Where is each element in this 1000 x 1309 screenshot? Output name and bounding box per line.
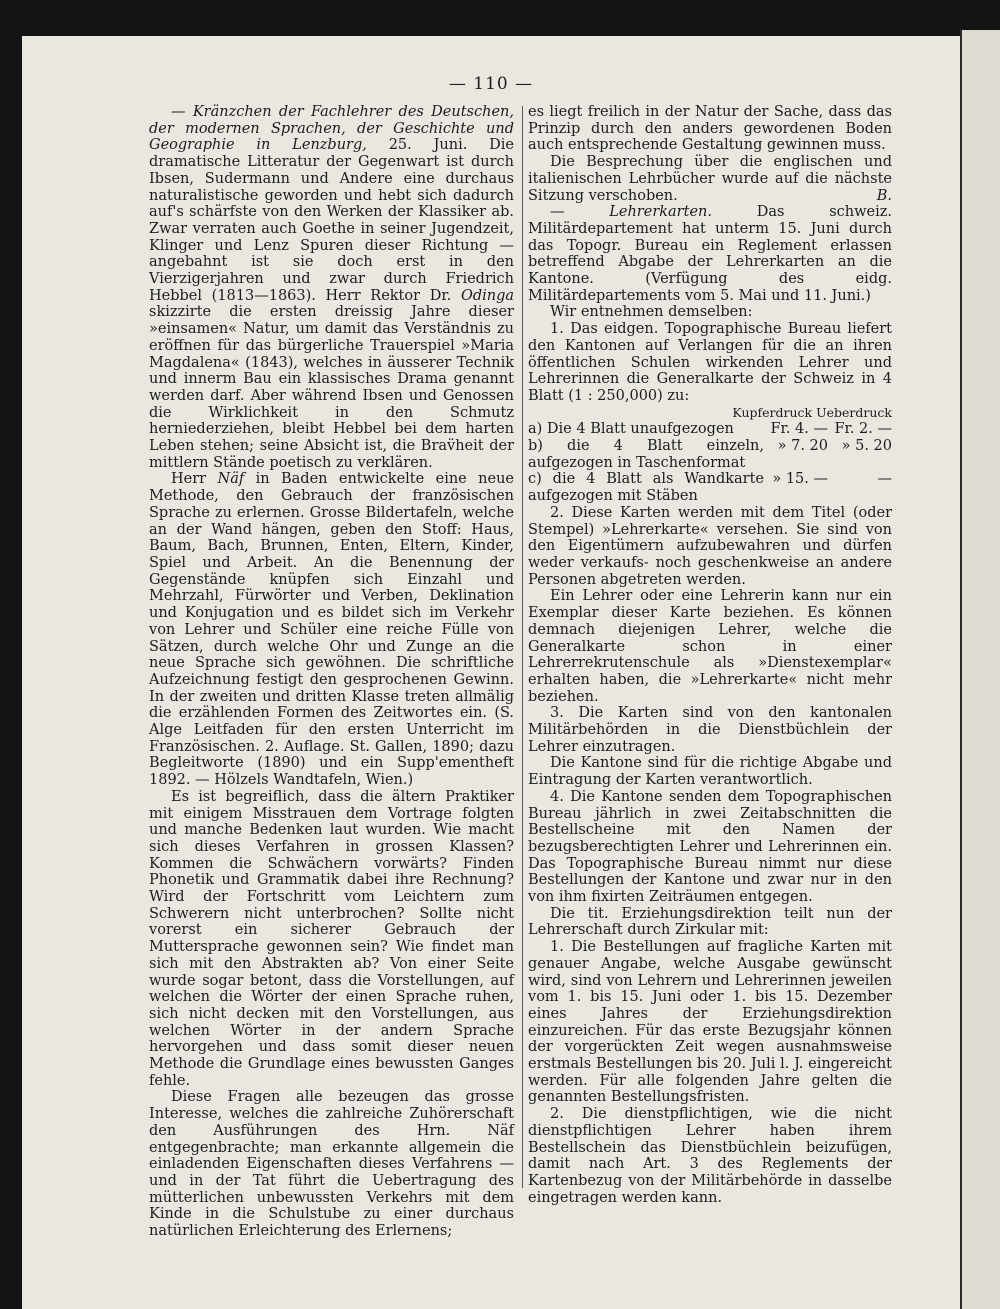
- document-page: [22, 36, 960, 1309]
- paragraph-bestellungen: 1. Die Bestellungen auf fragliche Karten mit genauer Angabe, welche Ausgabe gewünscht wird, sind von Lehrern und Lehrerinnen jeweilen vom 1. bis 15. Juni oder 1. bis 15. Dezember eines Jahres der Erziehungsdirektion einzureichen. Für das erste Bezugsjahr können der vorgerückten Zeit wegen ausnahmsweise erstmals Bestellungen bis 20. Juli l. J. eingereicht werden. Für alle folgenden Jahre gelten die genannten Bestellungsfristen.: [528, 939, 892, 1106]
- paragraph-entnehmen: Wir entnehmen demselben:: [550, 304, 753, 321]
- price-label: a) Die 4 Blatt unaufgezogen: [528, 421, 734, 438]
- price-kupferdruck: » 7. 20: [777, 438, 828, 455]
- price-table: [528, 421, 892, 505]
- price-ueberdruck: » 5. 20: [841, 438, 892, 455]
- price-kupferdruck: Fr. 4. —: [770, 421, 828, 438]
- adjacent-page-edge: [960, 30, 1000, 1309]
- price-row: [528, 471, 892, 504]
- paragraph-item-4: 4. Die Kantone senden dem Topographischen Bureau jährlich in zwei Zeitabschnitten die Bestellscheine mit den Namen der bezugsberechtigten Lehrer und Lehrerinnen ein. Das Topographische Bureau nimmt nur diese Bestellungen der Kantone und zwar nur in den von ihm fixirten Zeiträumen entgegen.: [528, 788, 892, 906]
- paragraph-lehrerkarten: — Lehrerkarten. Das schweiz. Militärdepartement hat unterm 15. Juni durch das Topogr. Bureau ein Reglement erlassen betreffend Abgabe der Lehrerkarten an die Kantone. (Verfügung des eidg. Militärdepartements vom 5. Mai und 11. Juni.): [528, 204, 892, 304]
- paragraph-item-1: 1. Das eidgen. Topographische Bureau liefert den Kantonen auf Verlangen für die an ihren öffentlichen Schulen wirkenden Lehrer und Lehrerinnen die Generalkarte der Schweiz in 4 Blatt (1 : 250,000) zu:: [528, 321, 892, 404]
- column-divider: [522, 106, 523, 1188]
- price-ueberdruck: Fr. 2. —: [834, 421, 892, 438]
- person-name: Odinga: [460, 287, 515, 304]
- paragraph-praktiker: Es ist begreiflich, dass die ältern Praktiker mit einigem Misstrauen dem Vortrage folgten und manche Bedenken laut wurden. Wie macht sich dieses Verfahren in grossen Klassen? Kommen die Schwächern vorwärts? Finden Phonetik und Grammatik dabei ihre Rechnung? Wird der Fortschritt vom Leichtern zum Schwerern nicht unterbrochen? Sollte nicht vorerst ein sicherer Gebrauch der Muttersprache gewonnen sein? Wie findet man sich mit den Abstrakten ab? Von einer Seite wurde sogar betont, dass die Vorstellungen, auf welchen die Wörter der einen Sprache ruhen, sich nicht decken mit den Vorstellungen, aus welchen Wörter in der andern Sprache hervorgehen und dass somit dieser neuen Methode die Grundlage eines bewussten Ganges fehle.: [149, 788, 514, 1089]
- left-column: [149, 104, 514, 1240]
- price-label: b) die 4 Blatt einzeln, aufgezogen in Taschenformat: [528, 438, 764, 471]
- signature: B.: [876, 187, 892, 204]
- paragraph-title: — Kränzchen der Fachlehrer des Deutschen, der modernen Sprachen, der Geschichte und Geographie in Lenzburg,: [149, 104, 514, 154]
- paragraph-zirkular: Die tit. Erziehungsdirektion teilt nun der Lehrerschaft durch Zirkular mit:: [528, 905, 892, 939]
- paragraph-fragen: Diese Fragen alle bezeugen das grosse Interesse, welches die zahlreiche Zuhörerschaft den Ausführungen des Hrn. Näf entgegenbrachte; man erkannte allgemein die einladenden Eigenschaften dieses Verfahrens — und in der Tat führt die Uebertragung des mütterlichen unbewussten Verkehrs mit dem Kinde in die Schulstube zu einer durchaus natürlichen Erleichterung des Erlernens;: [149, 1089, 514, 1240]
- paragraph-naef: Herr Näf in Baden entwickelte eine neue Methode, den Gebrauch der französischen Sprache zu erlernen. Grosse Bildertafeln, welche an der Wand hängen, geben den Stoff: Haus, Baum, Bach, Brunnen, Enten, Eltern, Kinder, Spiel und Arbeit. An die Benennung der Gegenstände knüpfen sich Einzahl und Mehrzahl, Fürwörter und Verben, Deklination und Konjugation und es bildet sich im Verkehr von Lehrer und Schüler eine reiche Fülle von Sätzen, durch welche Ohr und Zunge an die neue Sprache sich gewöhnen. Die schriftliche Aufzeichnung festigt den gesprochenen Gewinn. In der zweiten und dritten Klasse treten allmälig die erzählenden Formen des Zeitwortes ein. (S. Alge Leitfaden für den ersten Unterricht im Französischen. 2. Auflage. St. Gallen, 1890; dazu Begleitworte (1890) und ein Supp'ementheft 1892. — Hölzels Wandtafeln, Wien.): [149, 471, 514, 789]
- paragraph-kantone: Die Kantone sind für die richtige Abgabe und Eintragung der Karten verantwortlich.: [528, 755, 892, 789]
- price-table-header: Kupferdruck Ueberdruck: [732, 404, 892, 420]
- paragraph-exemplar: Ein Lehrer oder eine Lehrerin kann nur ein Exemplar dieser Karte beziehen. Es können demnach diejenigen Lehrer, welche die Generalkarte schon in einer Lehrerrekrutenschule als »Dienstexemplar« erhalten haben, die »Lehrerkarte« nicht mehr beziehen.: [528, 588, 892, 705]
- price-row: [528, 438, 892, 471]
- paragraph-item-2: 2. Diese Karten werden mit dem Titel (oder Stempel) »Lehrerkarte« versehen. Sie sind von den Eigentümern aufzubewahren und dürfen weder verkaufs- noch geschenkweise an andere Personen abgetreten werden.: [528, 504, 892, 588]
- person-name: Näf: [217, 471, 245, 488]
- price-kupferdruck: » 15. —: [772, 471, 828, 488]
- right-column: [528, 104, 892, 1206]
- paragraph-dienstpflichtig: 2. Die dienstpflichtigen, wie die nicht dienstpflichtigen Lehrer haben ihrem Bestellschein das Dienstbüchlein beizufügen, damit nach Art. 3 des Reglements der Kartenbezug von der Militärbehörde in dasselbe eingetragen werden kann.: [528, 1106, 892, 1206]
- paragraph-continuation: es liegt freilich in der Natur der Sache, dass das Prinzip durch den anders gewordenen Boden auch entsprechende Gestaltung gewinnen muss.: [528, 104, 892, 154]
- price-label: c) die 4 Blatt als Wandkarte aufgezogen mit Stäben: [528, 471, 764, 505]
- price-row: [528, 421, 892, 438]
- price-ueberdruck: —: [877, 471, 892, 488]
- paragraph-title: — Lehrerkarten.: [550, 204, 712, 221]
- paragraph-item-3: 3. Die Karten sind von den kantonalen Militärbehörden in die Dienstbüchlein der Lehrer einzutragen.: [528, 705, 892, 755]
- paragraph-kraenzchen: — Kränzchen der Fachlehrer des Deutschen, der modernen Sprachen, der Geschichte und Geographie in Lenzburg, 25. Juni. Die dramatische Litteratur der Gegenwart ist durch Ibsen, Sudermann und Andere eine durchaus naturalistische geworden und hebt sich dadurch auf's schärfste von den Werken der Klassiker ab. Zwar verraten auch Goethe in seiner Jugendzeit, Klinger und Lenz Spuren dieser Richtung — angebahnt ist sie doch erst in den Vierzigerjahren und zwar durch Friedrich Hebbel (1813—1863). Herr Rektor Dr. Odinga skizzirte die ersten dreissig Jahre dieser »einsamen« Natur, um damit das Verständnis zu eröffnen für das bürgerliche Trauerspiel »Maria Magdalena« (1843), welches in äusserer Technik und innerm Bau ein klassisches Drama genannt werden darf. Aber während Ibsen und Genossen die Wirklichkeit in den Schmutz herniederziehen, bleibt Hebbel bei dem harten Leben stehen; seine Absicht ist, die Brav̈heit der mittlern Stände poetisch zu verklären.: [149, 104, 515, 471]
- paragraph-besprechung: Die Besprechung über die englischen und italienischen Lehrbücher wurde auf die nächste Sitzung verschoben. B.: [528, 154, 892, 204]
- page-number: — 110 —: [448, 74, 534, 94]
